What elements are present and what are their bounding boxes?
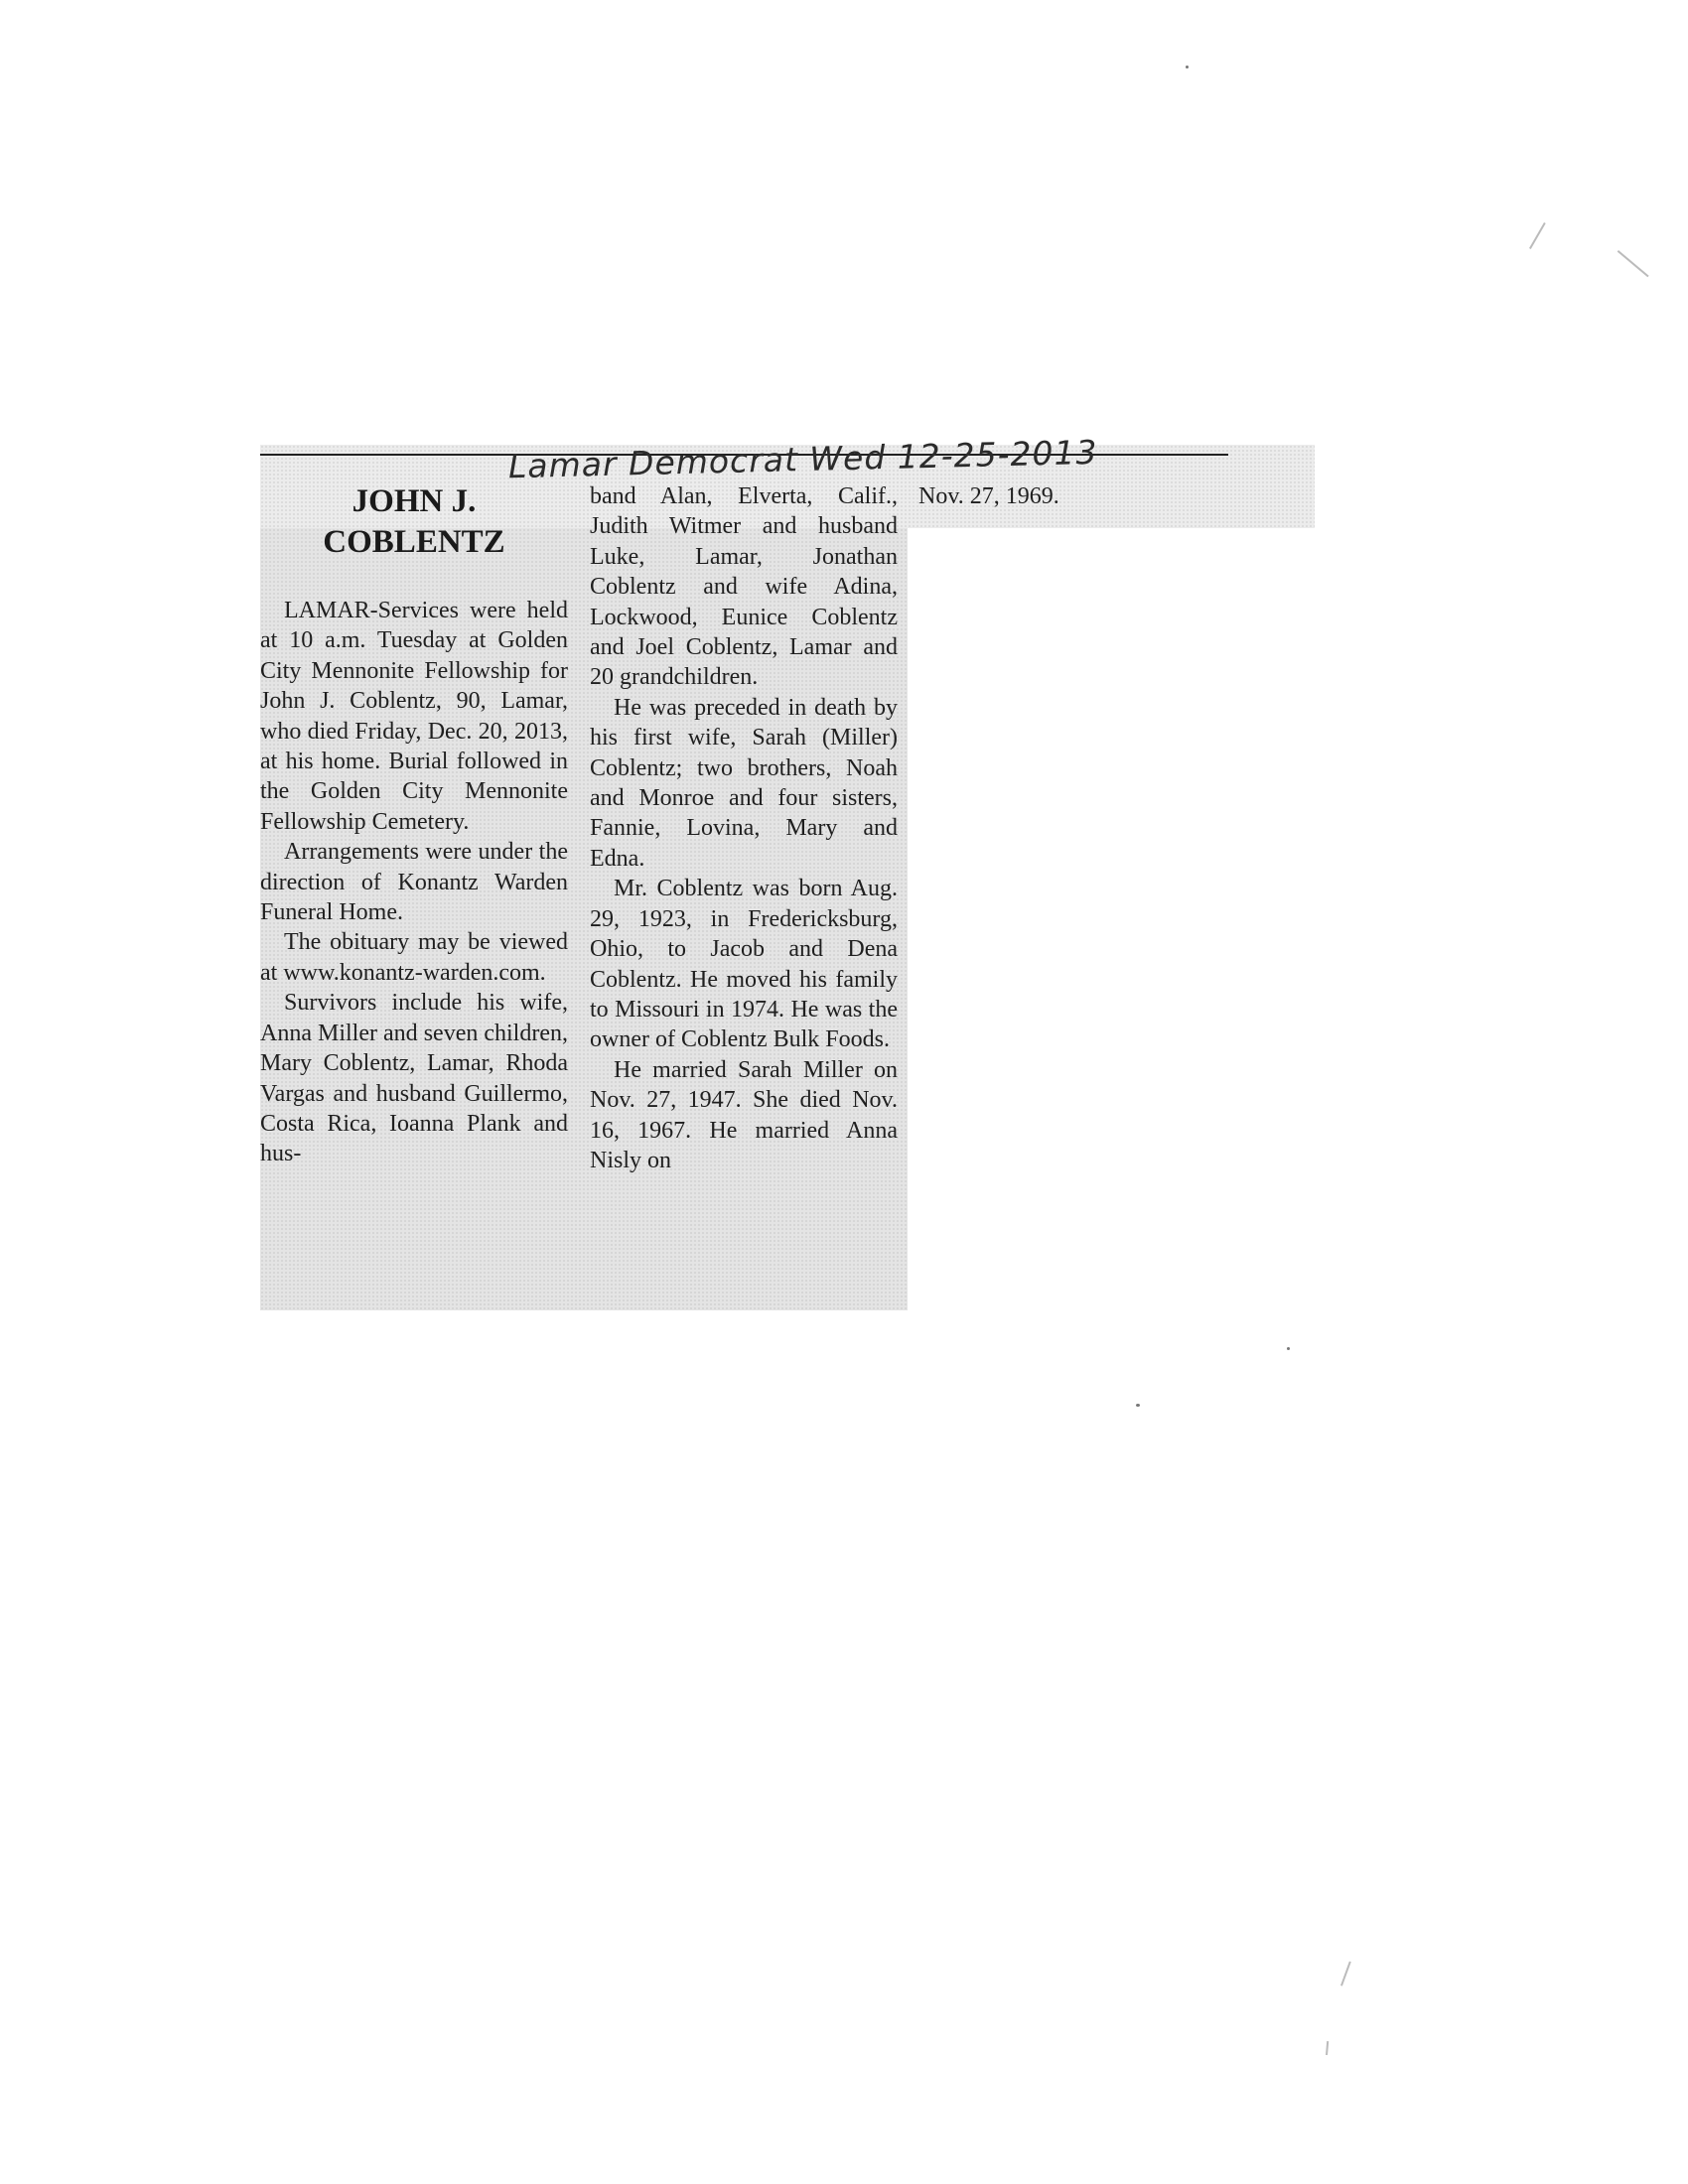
- paragraph: Nov. 27, 1969.: [918, 483, 1059, 509]
- handwritten-note: Lamar Democrat Wed 12-25-2013: [507, 432, 1098, 486]
- paragraph: band Alan, Elverta, Calif., Judith Witmer and husband Luke, Lamar, Jonathan Coblentz and wife Adina, Lockwood, Eunice Coblentz and Joel Coblentz, Lamar and 20 grandchildren.: [590, 483, 898, 691]
- obituary-column-1: [260, 596, 568, 1169]
- scan-scratch: [1529, 222, 1546, 249]
- clipping-cutout: [908, 528, 1325, 1322]
- paragraph: Survivors include his wife, Anna Miller and seven children, Mary Coblentz, Lamar, Rhoda Vargas and husband Guillermo, Costa Rica, Ioanna Plank and hus-: [260, 990, 568, 1167]
- scan-speck: [1186, 66, 1189, 68]
- scan-scratch: [1618, 250, 1649, 277]
- paragraph: Arrangements were under the direction of Konantz Warden Funeral Home.: [260, 839, 568, 926]
- paragraph: He married Sarah Miller on Nov. 27, 1947. She died Nov. 16, 1967. He married Anna Nisly on: [590, 1056, 898, 1173]
- scan-speck: [1136, 1404, 1140, 1407]
- paragraph: The obituary may be viewed at www.konantz-warden.com.: [260, 929, 568, 986]
- obituary-column-3: [918, 481, 1196, 511]
- scan-scratch: [1326, 2041, 1329, 2055]
- scan-speck: [1287, 1347, 1290, 1350]
- paragraph: He was preceded in death by his first wife, Sarah (Miller) Coblentz; two brothers, Noah and Monroe and four sisters, Fannie, Lovina, Mary and Edna.: [590, 694, 898, 872]
- obituary-headline: JOHN J. COBLENTZ: [323, 483, 505, 560]
- paragraph: LAMAR-Services were held at 10 a.m. Tuesday at Golden City Mennonite Fellowship for John J. Coblentz, 90, Lamar, who died Friday, Dec. 20, 2013, at his home. Burial followed in the Golden City Mennonite Fellowship Cemetery.: [260, 598, 568, 835]
- scan-scratch: [1340, 1962, 1351, 1986]
- paragraph: Mr. Coblentz was born Aug. 29, 1923, in Fredericksburg, Ohio, to Jacob and Dena Coblentz. He moved his family to Missouri in 1974. He was the owner of Coblentz Bulk Foods.: [590, 876, 898, 1053]
- obituary-column-2: [590, 481, 898, 1175]
